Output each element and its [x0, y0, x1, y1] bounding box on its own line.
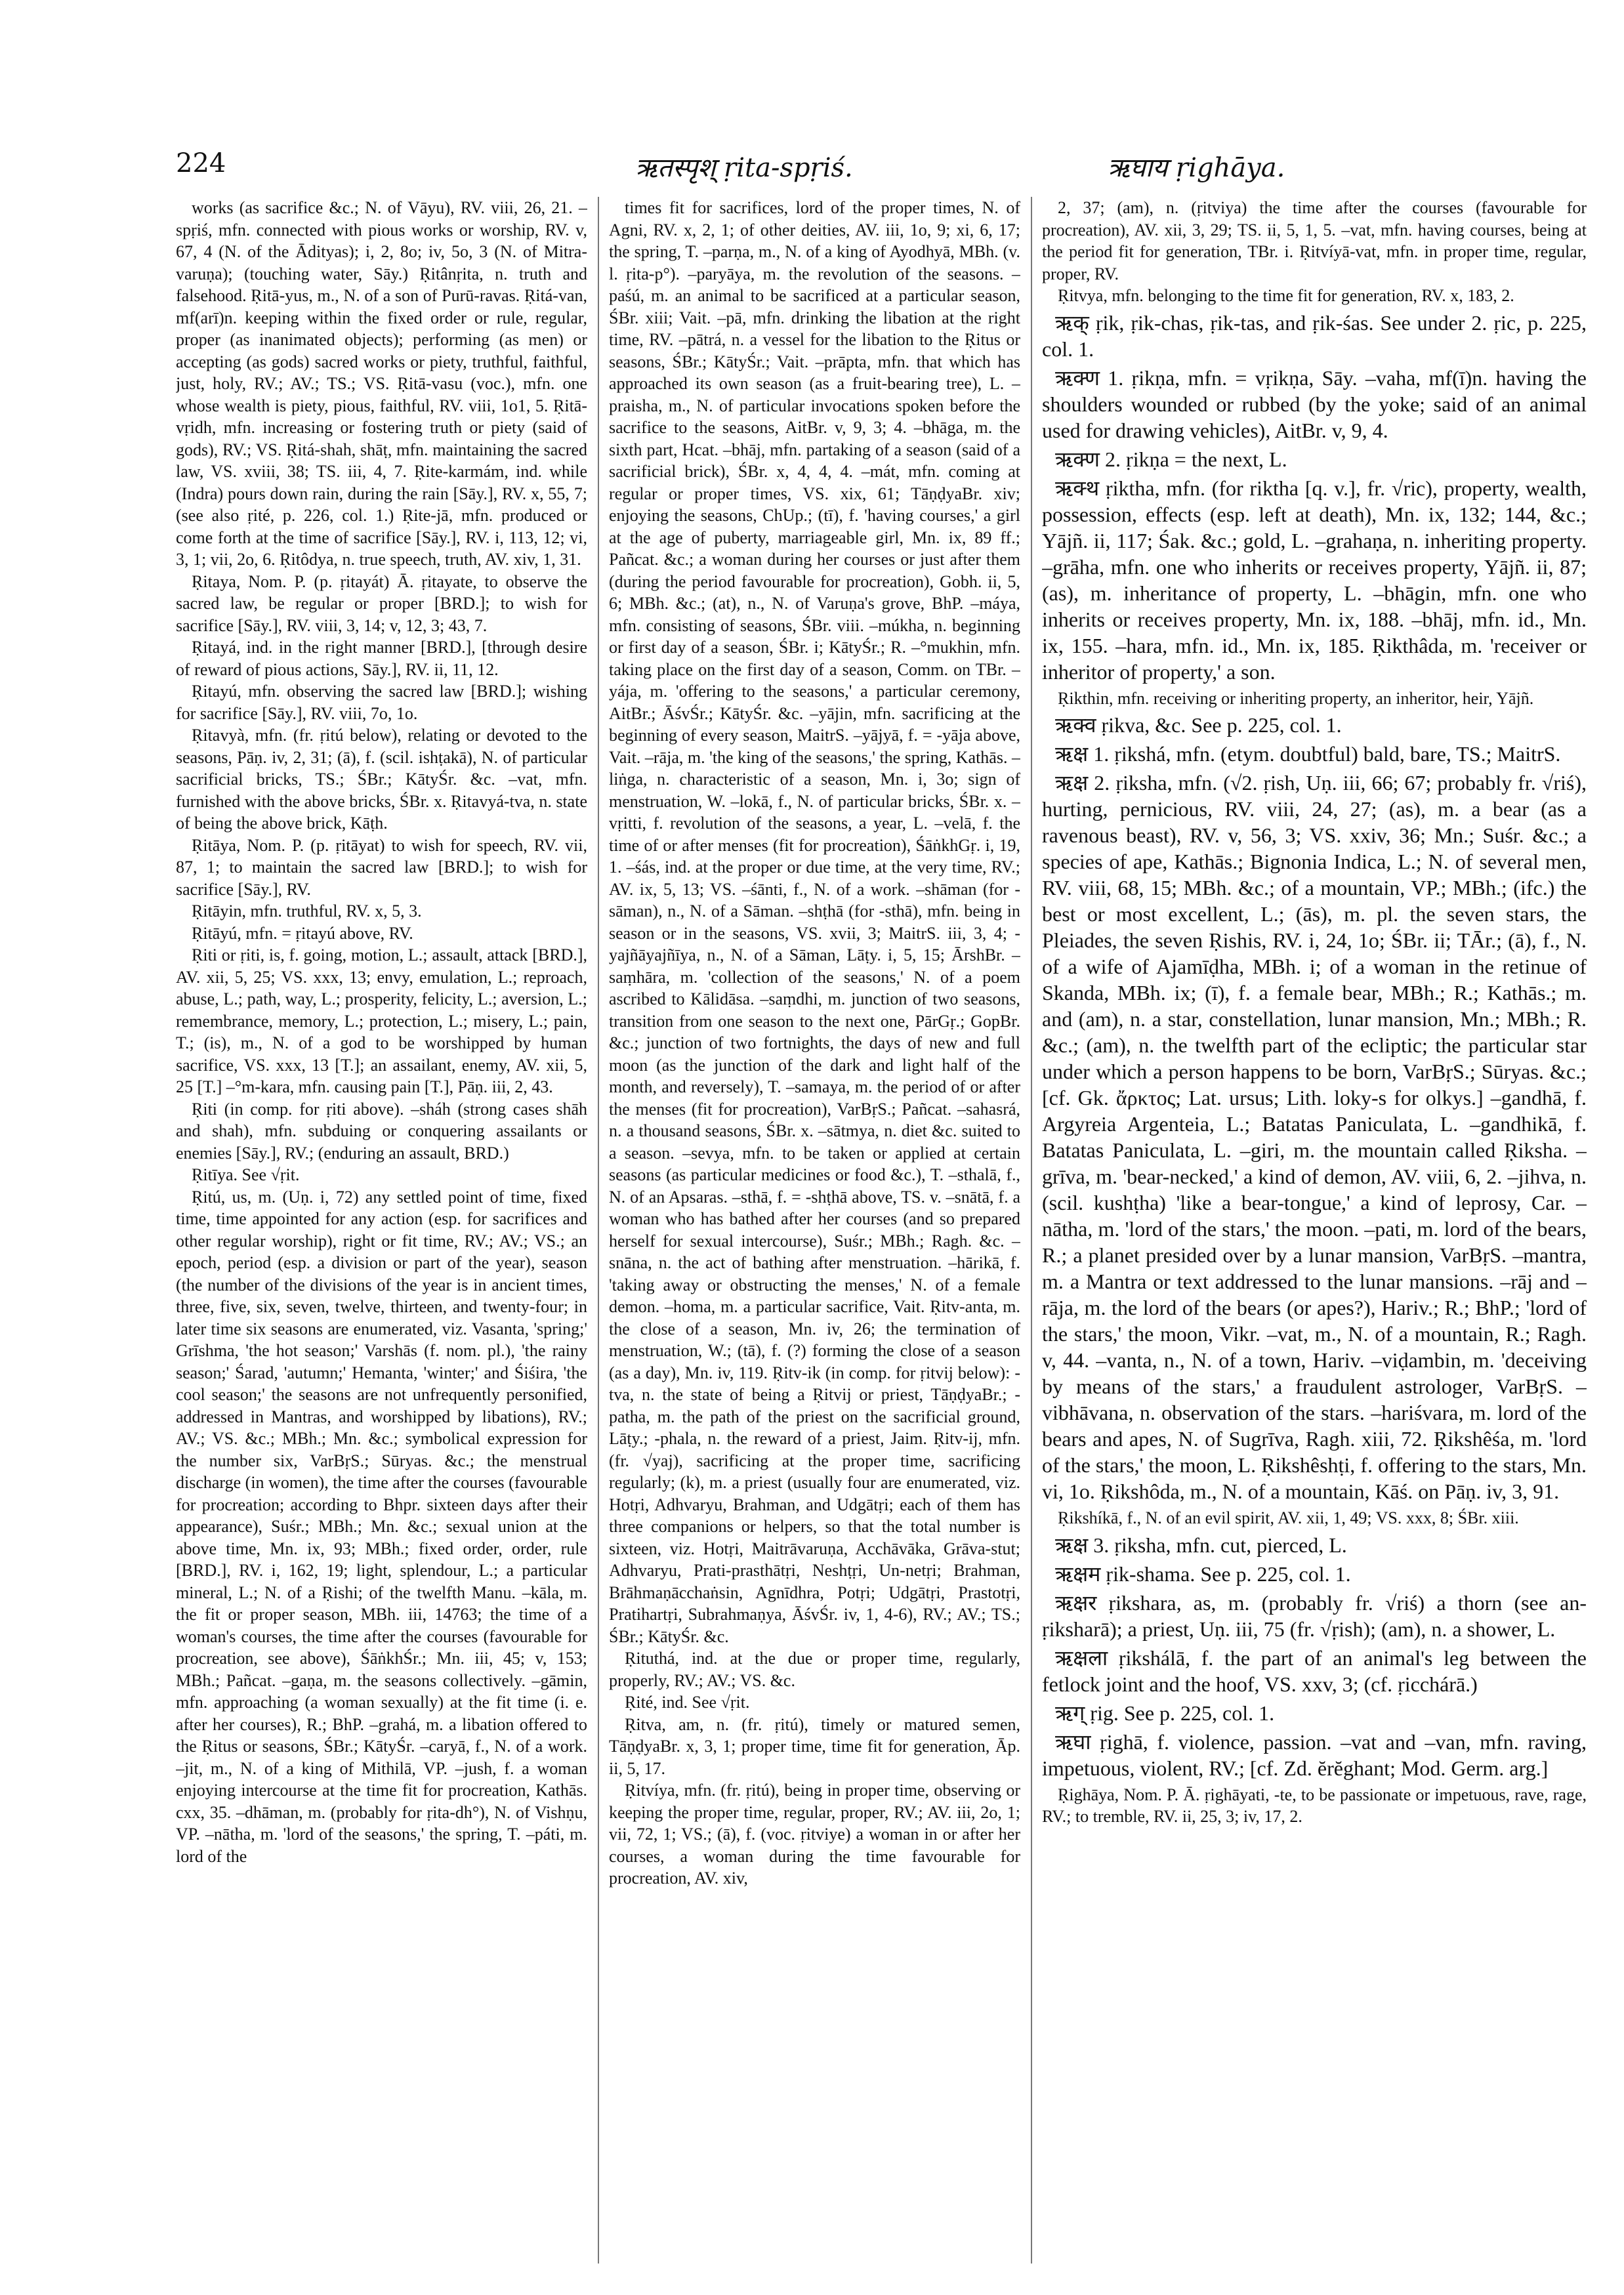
text-columns: [176, 197, 1587, 2264]
dictionary-entry: ऋग् ṛig. See p. 225, col. 1.: [1055, 1701, 1275, 1725]
dictionary-entry: ऋक्थ ṛiktha, mfn. (for riktha [q. v.], fr. √ric), property, wealth, possession, effects (esp. left at death), Mn. ix, 132; 144, &c.; Yājñ. ii, 117; Śak. &c.; gold, L. –grahaṇa, n. inheriting property. –grāha, mfn. one who inherits or receives property, Yājñ. ii, 87; (as), m. inheritance of property, L. –bhāgin, mfn. one who inherits or receives property, Mn. ix, 188. –bhāj, mfn. id., Mn. ix, 155. –hara, mfn. id., Mn. ix, 185. Ṛikthâda, m. 'receiver or inheritor of property,' a son.: [1042, 476, 1587, 684]
right-guide-word: ऋघाय ṛighāya.: [1108, 153, 1285, 183]
dictionary-entry: ऋक्ण 1. ṛikṇa, mfn. = vṛikṇa, Sāy. –vaha, mf(ī)n. having the shoulders wounded or rubbed (by the yoke; said of an animal used for drawing vehicles), AitBr. v, 9, 4.: [1042, 365, 1587, 442]
column-1: [176, 197, 587, 2264]
dictionary-entry: ऋक्व ṛikva, &c. See p. 225, col. 1.: [1055, 713, 1342, 737]
dictionary-entry: Ṛitavyà, mfn. (fr. ṛitú below), relating or devoted to the seasons, Pāṇ. iv, 2, 31; (ā), f. (scil. ishṭakā), N. of particular sacrificial bricks, TS.; ŚBr.; KātyŚr. &c. –vat, mfn. furnished with the above bricks, ŚBr. x. Ṛitavyá-tva, n. state of being the above brick, Kāṭh.: [176, 726, 587, 833]
dictionary-entry: Ṛikshíkā, f., N. of an evil spirit, AV. xii, 1, 49; VS. xxx, 8; ŚBr. xiii.: [1058, 1508, 1519, 1527]
column-rule: [1031, 197, 1032, 2264]
page-number: 224: [176, 148, 226, 178]
dictionary-entry: Ṛitaya, Nom. P. (p. ṛitayát) Ā. ṛitayate, to observe the sacred law, be regular or proper [BRD.]; to wish for sacrifice [Sāy.], RV. viii, 3, 14; v, 12, 3; 43, 7.: [176, 571, 587, 635]
dictionary-entry: Ṛituthá, ind. at the due or proper time, regularly, properly, RV.; AV.; VS. &c.: [609, 1649, 1020, 1690]
dictionary-entry: Ṛitāyin, mfn. truthful, RV. x, 5, 3.: [192, 901, 422, 920]
dictionary-entry: ऋक्ष 1. ṛikshá, mfn. (etym. doubtful) bald, bare, TS.; MaitrS.: [1055, 742, 1561, 766]
running-head: [176, 146, 1587, 185]
dictionary-entry: ऋघा ṛighā, f. violence, passion. –vat and –van, mfn. raving, impetuous, violent, RV.; [cf. Zd. ĕrĕghant; Mod. Germ. arg.]: [1042, 1729, 1587, 1780]
dictionary-entry: ऋक्ष 2. ṛiksha, mfn. (√2. ṛish, Uṇ. iii, 66; 67; probably fr. √riś), hurting, pernicious, RV. viii, 24, 27; (as), m. a bear (as a ravenous beast), RV. v, 56, 3; VS. xxiv, 36; Mn.; Suśr. &c.; a species of ape, Kathās.; Bignonia Indica, L.; N. of several men, RV. viii, 68, 15; MBh. &c.; of a mountain, VP.; MBh.; (ifc.) the best or most excellent, L.; (ās), m. pl. the seven stars, the Pleiades, the seven Ṛishis, RV. i, 24, 1o; ŚBr. ii; TĀr.; (ā), f., N. of a wife of Ajamīḍha, MBh. i; of a woman in the retinue of Skanda, MBh. ix; (ī), f. a female bear, MBh.; R.; Kathās.; m. and (am), n. a star, constellation, lunar mansion, Mn.; MBh.; R. &c.; (am), n. the twelfth part of the ecliptic; the particular star under which a person happens to be born, VarBṛS.; Sūryas. &c.; [cf. Gk. ἄρκτος; Lat. ursus; Lith. loky-s for olkys.] –gandhā, f. Argyreia Argenteia, L.; Batatas Paniculata, L. –gandhikā, f. Batatas Paniculata, L. –giri, m. the mountain called Ṛiksha. –grīva, m. 'bear-necked,' a kind of demon, AV. viii, 6, 2. –jihva, n. (scil. kushṭha) 'like a bear-tongue,' a kind of leprosy, Car. –nātha, m. 'lord of the stars,' the moon. –pati, m. lord of the bears, R.; a planet presided over by a lunar mansion, VarBṛS. –mantra, m. a Mantra or text addressed to the lunar mansions. –rāj and –rāja, m. the lord of the bears (or apes?), Hariv.; R.; BhP.; 'lord of the stars,' the moon, Vikr. –vat, m., N. of a mountain, R.; Ragh. v, 44. –vanta, n., N. of a town, Hariv. –viḍambin, m. 'deceiving by means of the stars,' a fraudulent astrologer, VarBṛS. –vibhāvana, n. observation of the stars. –hariśvara, m. lord of the bears and apes, N. of Sugrīva, Ragh. xiii, 72. Ṛikshêśa, m. 'lord of the stars,' the moon, L. Ṛikshêshṭi, f. offering to the stars, Mn. vi, 1o. Ṛikshôda, m., N. of a mountain, Kāś. on Pāṇ. iv, 3, 91.: [1042, 771, 1587, 1503]
dictionary-entry: Ṛitayú, mfn. observing the sacred law [BRD.]; wishing for sacrifice [Sāy.], RV. viii, 7o, 1o.: [176, 682, 587, 723]
dictionary-entry: ऋक्षम ṛik-shama. See p. 225, col. 1.: [1055, 1561, 1351, 1586]
dictionary-entry: Ṛighāya, Nom. P. Ā. ṛighāyati, -te, to be passionate or impetuous, rave, rage, RV.; to tremble, RV. ii, 25, 3; iv, 17, 2.: [1042, 1785, 1587, 1826]
dictionary-entry: Ṛitvíya, mfn. (fr. ṛitú), being in proper time, observing or keeping the proper time, regular, proper, RV.; AV. iii, 2o, 1; vii, 72, 1; VS.; (ā), f. (voc. ṛitviye) a woman in or after her courses, a woman during the time favourable for procreation, AV. xiv,: [609, 1781, 1020, 1888]
dictionary-entry: ऋक्ण 2. ṛikṇa = the next, L.: [1055, 447, 1287, 471]
dictionary-entry: ऋक्ष 3. ṛiksha, mfn. cut, pierced, L.: [1055, 1533, 1347, 1557]
column-3: [1042, 197, 1587, 2264]
dictionary-entry: 2, 37; (am), n. (ṛitviya) the time after the courses (favourable for procreation), AV. xii, 3, 29; TS. ii, 5, 1, 5. –vat, mfn. having courses, being at the period fit for generation, TBr. i. Ṛitvíyā-vat, mfn. in proper time, regular, proper, RV.: [1042, 198, 1587, 283]
dictionary-entry: ऋक्षर ṛikshara, as, m. (probably fr. √riś) a thorn (see an-ṛiksharā); a priest, Uṇ. iii, 75 (fr. √ṛish); (am), n. a shower, L.: [1042, 1590, 1587, 1641]
dictionary-entry: Ṛitvya, mfn. belonging to the time fit for generation, RV. x, 183, 2.: [1058, 286, 1514, 305]
left-guide-word: ऋतस्पृश् ṛita-spṛiś.: [635, 153, 853, 183]
dictionary-entry: ऋक्षला ṛikshálā, f. the part of an animal's leg between the fetlock joint and the hoof, VS. xxv, 3; (cf. ṛicchárā.): [1042, 1645, 1587, 1696]
dictionary-entry: times fit for sacrifices, lord of the proper times, N. of Agni, RV. x, 2, 1; of other deities, AV. iii, 1o, 9; xi, 6, 17; the spring, T. –parṇa, m., N. of a king of Ayodhyā, MBh. (v. l. ṛita-p°). –paryāya, m. the revolution of the seasons. –paśú, m. an animal to be sacrificed at a particular season, ŚBr. xiii; Vait. –pā, mfn. drinking the libation at the right time, RV. –pātrá, n. a vessel for the libation to the Ṛitus or seasons, ŚBr.; KātyŚr.; Vait. –prāpta, mfn. that which has approached its own season (as a fruit-bearing tree), L. –praisha, m., N. of particular invocations spoken before the sacrifice to the seasons, AitBr. v, 9, 3; 4. –bhāga, m. the sixth part, Hcat. –bhāj, mfn. partaking of a season (said of a sacrificial brick), ŚBr. x, 4, 4, 4. –mát, mfn. coming at regular or proper times, VS. xix, 61; TāṇḍyaBr. xiv; enjoying the seasons, ChUp.; (tī), f. 'having courses,' a girl at the age of puberty, marriageable girl, Mn. ix, 89 ff.; Pañcat. &c.; a woman during her courses or just after them (during the period favourable for procreation), Gobh. ii, 5, 6; MBh. &c.; (at), n., N. of Varuṇa's grove, BhP. –máya, mfn. consisting of seasons, ŚBr. viii. –múkha, n. beginning or first day of a season, ŚBr. i; KātyŚr.; R. –°mukhin, mfn. taking place on the first day of a season, Comm. on TBr. –yája, m. 'offering to the seasons,' a particular ceremony, AitBr.; ĀśvŚr.; KātyŚr. &c. –yājin, mfn. sacrificing at the beginning of every season, MaitrS. –yājyā, f. = -yāja above, Vait. –rāja, m. 'the king of the seasons,' the spring, Kathās. –liṅga, n. characteristic of a season, Mn. i, 3o; sign of menstruation, W. –lokā, f., N. of particular bricks, ŚBr. x. –vṛitti, f. revolution of the seasons, a year, L. –velā, f. the time of or after menses (fit for procreation), ŚāṅkhGṛ. i, 19, 1. –śás, ind. at the proper or due time, at the very time, RV.; AV. ix, 5, 13; VS. –śānti, f., N. of a work. –shāman (for -sāman), n., N. of a Sāman. –shṭhā (for -sthā), mfn. being in season or in the seasons, VS. xvii, 3; MaitrS. iii, 3, 4; -yajñāyajñīya, n., N. of a Sāman, Lāṭy. i, 5, 15; ĀrshBr. –saṃhāra, m. 'collection of the seasons,' N. of a poem ascribed to Kālidāsa. –saṃdhi, m. junction of two seasons, transition from one season to the next one, PārGṛ.; GopBr. &c.; junction of two fortnights, the days of new and full moon (as the junction of the dark and light half of the month, and reversely), T. –samaya, m. the period of or after the menses (fit for procreation), VarBṛS.; Pañcat. –sahasrá, n. a thousand seasons, ŚBr. x. –sātmya, n. diet &c. suited to a season. –sevya, mfn. to be taken or applied at certain seasons (as particular medicines or food &c.), T. –sthalā, f., N. of an Apsaras. –sthā, f. = -shṭhā above, TS. v. –snātā, f. a woman who has bathed after her courses (and so prepared herself for sexual intercourse), Suśr.; MBh.; Ragh. &c. –snāna, n. the act of bathing after menstruation. –hārikā, f. 'taking away or obstructing the menses,' N. of a female demon. –homa, m. a particular sacrifice, Vait. Ṛitv-anta, m. the close of a season, Mn. iv, 26; the termination of menstruation, W.; (tā), f. (?) forming the close of a season (as a day), Mn. iv, 119. Ṛitv-ik (in comp. for ṛitvij below): -tva, n. the state of being a Ṛitvij or priest, TāṇḍyaBr.; -patha, m. the path of the priest on the sacrificial ground, Lāṭy.; -phala, n. the reward of a priest, Jaim. Ṛitv-ij, mfn. (fr. √yaj), sacrificing at the proper time, sacrificing regularly; (k), m. a priest (usually four are enumerated, viz. Hotṛi, Adhvaryu, Brahman, and Udgātṛi; each of them has three companions or helpers, so that the total number is sixteen, viz. Hotṛi, Maitrāvaruṇa, Acchāvāka, Grāva-stut; Adhvaryu, Prati-prasthātṛi, Neshṭṛi, Un-netṛi; Brahman, Brāhmaṇācchaṅsin, Agnīdhra, Potṛi; Udgātṛi, Prastotṛi, Pratihartṛi, Subrahmaṇya, ĀśvŚr. iv, 1, 4-6), RV.; AV.; TS.; ŚBr.; KātyŚr. &c.: [609, 198, 1020, 1646]
dictionary-entry: Ṛitāya, Nom. P. (p. ṛitāyat) to wish for speech, RV. vii, 87, 1; to maintain the sacred law [BRD.]; to wish for sacrifice [Sāy.], RV.: [176, 835, 587, 899]
dictionary-entry: Ṛitāyú, mfn. = ṛitayú above, RV.: [192, 923, 413, 943]
dictionary-entry: Ṛikthin, mfn. receiving or inheriting property, an inheritor, heir, Yājñ.: [1058, 688, 1534, 708]
dictionary-entry: Ṛitayá, ind. in the right manner [BRD.], [through desire of reward of pious actions, Sāy.], RV. ii, 11, 12.: [176, 638, 587, 679]
dictionary-entry: Ṛité, ind. See √ṛit.: [625, 1693, 750, 1712]
dictionary-entry: works (as sacrifice &c.; N. of Vāyu), RV. viii, 26, 21. –spṛiś, mfn. connected with pious works or worship, RV. v, 67, 4 (N. of the Ādityas); i, 2, 8o; iv, 5o, 3 (N. of Mitra-varuṇa); (touching water, Sāy.) Ṛitânṛita, n. truth and falsehood. Ṛitā-yus, m., N. of a son of Purū-ravas. Ṛitá-van, mf(arī)n. keeping within the fixed order or rule, regular, proper (as inanimated objects); performing (as men) or accepting (as gods) sacred works or piety, truthful, faithful, just, holy, RV.; AV.; TS.; VS. Ṛitā-vasu (voc.), mfn. one whose wealth is piety, pious, faithful, RV. viii, 1o1, 5. Ṛitā-vṛidh, mfn. increasing or fostering truth or piety (said of gods), RV.; VS. Ṛitá-shah, shāṭ, mfn. maintaining the sacred law, VS. xviii, 38; TS. iii, 4, 7. Ṛite-karmám, ind. while (Indra) pours down rain, during the rain [Sāy.], RV. x, 55, 7; (see also ṛité, p. 226, col. 1.) Ṛite-jā, mfn. produced or come forth at the time of sacrifice [Sāy.], RV. i, 113, 12; vi, 3, 1; vii, 2o, 6. Ṛitôdya, n. true speech, truth, AV. xiv, 1, 31.: [176, 198, 587, 569]
dictionary-entry: Ṛitú, us, m. (Uṇ. i, 72) any settled point of time, fixed time, time appointed for any action (esp. for sacrifices and other regular worship), right or fit time, RV.; AV.; VS.; an epoch, period (esp. a division or part of the year), season (the number of the divisions of the year is in ancient times, three, five, six, seven, twelve, thirteen, and twenty-four; in later time six seasons are enumerated, viz. Vasanta, 'spring;' Grīshma, 'the hot season;' Varshās (f. nom. pl.), 'the rainy season;' Śarad, 'autumn;' Hemanta, 'winter;' and Śiśira, 'the cool season;' the seasons are not unfrequently personified, addressed in Mantras, and worshipped by libations), RV.; AV.; VS. &c.; MBh.; Mn. &c.; symbolical expression for the number six, VarBṛS.; Sūryas. &c.; the menstrual discharge (in women), the time after the courses (favourable for procreation; according to Bhpr. sixteen days after their appearance), Suśr.; MBh.; Mn. &c.; sexual union at the above time, Mn. ix, 93; MBh.; fixed order, order, rule [BRD.], RV. i, 162, 19; light, splendour, L.; a particular mineral, L.; N. of a Ṛishi; of the twelfth Manu. –kāla, m. the fit or proper season, MBh. iii, 14763; the time of a woman's courses, the time after the courses (favourable for procreation, see above), ŚāṅkhŚr.; Mn. iii, 45; v, 153; MBh.; Pañcat. –gaṇa, m. the seasons collectively. –gāmin, mfn. approaching (a woman sexually) at the fit time (i. e. after her courses), R.; BhP. –grahá, m. a libation offered to the Ṛitus or seasons, ŚBr.; KātyŚr. –caryā, f., N. of a work. –jit, m., N. of a king of Mithilā, VP. –jush, f. a woman enjoying intercourse at the time fit for procreation, Kathās. cxx, 35. –dhāman, m. (probably for ṛita-dh°), N. of Vishṇu, VP. –nātha, m. 'lord of the seasons,' the spring, T. –páti, m. lord of the: [176, 1187, 587, 1866]
column-2: [609, 197, 1020, 2264]
dictionary-entry: Ṛitīya. See √ṛit.: [192, 1165, 300, 1184]
dictionary-entry: Ṛiti (in comp. for ṛiti above). –sháh (strong cases shāh and shah), mfn. subduing or conquering assailants or enemies [Sāy.], RV.; (enduring an assault, BRD.): [176, 1099, 587, 1163]
dictionary-entry: ऋक् ṛik, ṛik-chas, ṛik-tas, and ṛik-śas. See under 2. ṛic, p. 225, col. 1.: [1042, 310, 1587, 361]
dictionary-entry: Ṛiti or ṛiti, is, f. going, motion, L.; assault, attack [BRD.], AV. xii, 5, 25; VS. xxx, 13; envy, emulation, L.; reproach, abuse, L.; path, way, L.; prosperity, felicity, L.; aversion, L.; remembrance, memory, L.; protection, L.; misery, L.; pain, T.; (is), m., N. of a god to be worshipped by human sacrifice, VS. xxx, 13 [T.]; an assailant, enemy, AV. xii, 5, 25 [T.] –°m-kara, mfn. causing pain [T.], Pāṇ. iii, 2, 43.: [176, 945, 587, 1096]
dictionary-entry: Ṛitva, am, n. (fr. ṛitú), timely or matured semen, TāṇḍyaBr. x, 3, 1; proper time, time fit for generation, Āp. ii, 5, 17.: [609, 1714, 1020, 1778]
column-rule: [598, 197, 599, 2264]
